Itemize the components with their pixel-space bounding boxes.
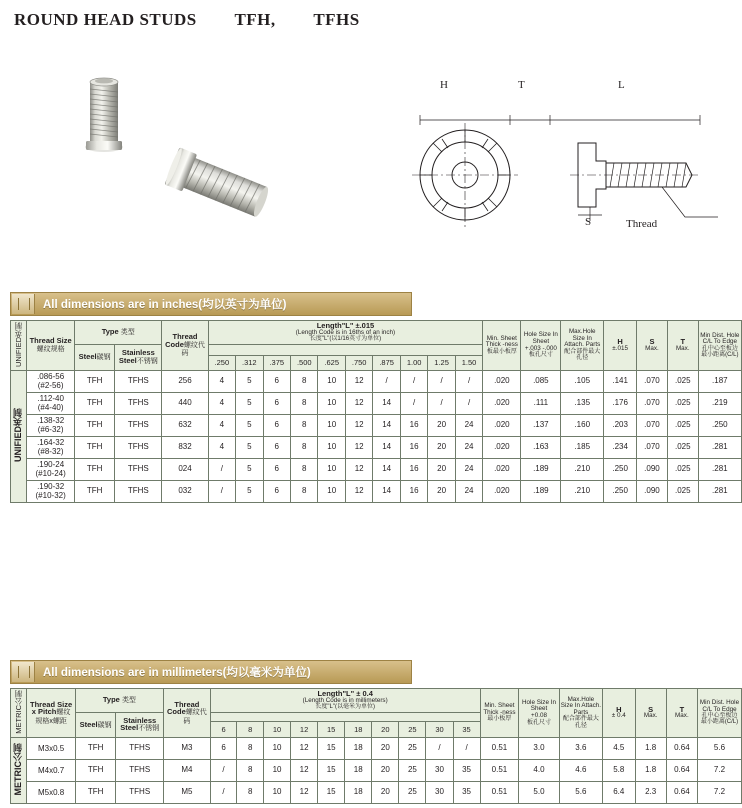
inch-row-2-len-9: 24 bbox=[455, 414, 482, 436]
inch-row-3-min-sheet: .020 bbox=[483, 436, 521, 458]
inch-row-0-min-dist: .187 bbox=[698, 370, 741, 392]
inch-row-4-len-5: 12 bbox=[345, 458, 372, 480]
mm-row-0-code: M3 bbox=[164, 737, 211, 759]
inch-length-code-5: .750 bbox=[345, 355, 372, 370]
inch-row-5-min-dist: .281 bbox=[698, 480, 741, 502]
inch-row-4-len-9: 24 bbox=[455, 458, 482, 480]
mm-row-2-code: M5 bbox=[164, 781, 211, 803]
mm-row-1-min-sheet: 0.51 bbox=[480, 759, 519, 781]
header-s-mm: S Max. bbox=[635, 689, 666, 738]
inch-row-1-min-dist: .219 bbox=[698, 392, 741, 414]
header-min-dist-edge-mm: Min Dist. Hole C/L To Edge 孔中心至板边最小距离(C/L) bbox=[697, 689, 741, 738]
stud-vertical-photo bbox=[85, 78, 123, 152]
inch-row-0-len-9: / bbox=[455, 370, 482, 392]
inch-row-5-len-0: / bbox=[208, 480, 235, 502]
table-row bbox=[11, 370, 742, 392]
inch-length-code-2: .375 bbox=[263, 355, 290, 370]
mm-row-1-len-8: 30 bbox=[426, 759, 453, 781]
inch-row-0-len-4: 10 bbox=[318, 370, 345, 392]
mm-length-code-4: 15 bbox=[318, 722, 345, 737]
inch-row-2-code: 632 bbox=[162, 414, 208, 436]
side-label-metric: METRIC公制 bbox=[11, 689, 27, 738]
inch-row-0-steel: TFH bbox=[75, 370, 115, 392]
inch-row-5-len-4: 10 bbox=[318, 480, 345, 502]
inch-row-2-t: .025 bbox=[667, 414, 698, 436]
inch-row-3-stainless: TFHS bbox=[115, 436, 162, 458]
mm-row-0-s: 1.8 bbox=[635, 737, 666, 759]
header-length-spacer-mm bbox=[210, 712, 480, 722]
page-title: ROUND HEAD STUDS TFH, TFHS bbox=[14, 10, 360, 29]
mm-row-0-len-0: 6 bbox=[210, 737, 237, 759]
stud-diagonal-photo bbox=[164, 147, 273, 222]
inch-row-0-len-6: / bbox=[373, 370, 400, 392]
inch-row-2-len-4: 10 bbox=[318, 414, 345, 436]
mm-row-2-len-6: 20 bbox=[372, 781, 399, 803]
inch-row-2-steel: TFH bbox=[75, 414, 115, 436]
drawing-label-t: T bbox=[518, 79, 525, 91]
inch-row-1-len-7: / bbox=[400, 392, 427, 414]
section-banner-inches bbox=[10, 292, 412, 316]
mm-row-2-s: 2.3 bbox=[635, 781, 666, 803]
mm-row-0-t: 0.64 bbox=[666, 737, 697, 759]
inch-row-5-steel: TFH bbox=[75, 480, 115, 502]
header-thread-code-mm: Thread Code螺纹代码 bbox=[164, 689, 211, 738]
mm-row-1-len-6: 20 bbox=[372, 759, 399, 781]
inch-spec-table bbox=[10, 320, 742, 503]
mm-row-1-stainless: TFHS bbox=[116, 759, 164, 781]
inch-row-5-len-8: 20 bbox=[428, 480, 455, 502]
inch-row-1-h: .176 bbox=[604, 392, 637, 414]
header-length-mm: Length"L" ± 0.4 (Length Code is in millimeters) 长度"L"(以毫米为单位) bbox=[210, 689, 480, 713]
stud-photos bbox=[60, 55, 340, 255]
inch-row-2-len-2: 6 bbox=[263, 414, 290, 436]
inch-row-3-len-7: 16 bbox=[400, 436, 427, 458]
header-type-stainless: Stainless Steel不锈钢 bbox=[115, 344, 162, 370]
inch-row-3-hole: .163 bbox=[521, 436, 561, 458]
mm-row-0-hole: 3.0 bbox=[519, 737, 559, 759]
inch-row-2-len-3: 8 bbox=[291, 414, 318, 436]
header-length-spacer bbox=[208, 344, 483, 355]
mm-length-code-9: 35 bbox=[453, 722, 480, 737]
banner-text-millimeters: All dimensions are in millimeters(均以毫米为单位) bbox=[43, 667, 311, 679]
header-t: T Max. bbox=[667, 321, 698, 371]
inch-row-3-len-1: 5 bbox=[236, 436, 263, 458]
inch-row-0-hole: .085 bbox=[521, 370, 561, 392]
inch-length-code-0: .250 bbox=[208, 355, 235, 370]
inch-row-0-len-0: 4 bbox=[208, 370, 235, 392]
inch-table-body bbox=[11, 370, 742, 502]
mm-row-2-len-1: 8 bbox=[237, 781, 264, 803]
mm-row-1-len-4: 15 bbox=[318, 759, 345, 781]
inch-row-4-stainless: TFHS bbox=[115, 458, 162, 480]
inch-row-2-s: .070 bbox=[637, 414, 668, 436]
mm-row-2-size: M5x0.8 bbox=[27, 781, 76, 803]
metric-table-body bbox=[11, 737, 742, 803]
inch-row-5-s: .090 bbox=[637, 480, 668, 502]
inch-row-1-max-hole: .135 bbox=[561, 392, 604, 414]
mm-row-1-len-9: 35 bbox=[453, 759, 480, 781]
mm-row-1-len-3: 12 bbox=[291, 759, 318, 781]
inch-row-3-len-5: 12 bbox=[345, 436, 372, 458]
inch-row-1-min-sheet: .020 bbox=[483, 392, 521, 414]
inch-row-1-len-5: 12 bbox=[345, 392, 372, 414]
inch-row-0-len-1: 5 bbox=[236, 370, 263, 392]
mm-row-2-len-9: 35 bbox=[453, 781, 480, 803]
mm-row-2-len-2: 10 bbox=[263, 781, 290, 803]
inch-row-4-h: .250 bbox=[604, 458, 637, 480]
mm-row-2-max-hole: 5.6 bbox=[559, 781, 602, 803]
inch-row-1-t: .025 bbox=[667, 392, 698, 414]
inch-length-code-9: 1.50 bbox=[455, 355, 482, 370]
header-h: H ±.015 bbox=[604, 321, 637, 371]
header-max-hole-attach-mm: Max.Hole Size In Attach. Parts 配合部件最大孔径 bbox=[559, 689, 602, 738]
inch-row-1-len-4: 10 bbox=[318, 392, 345, 414]
table-row bbox=[11, 458, 742, 480]
drawing-label-h: H bbox=[440, 79, 448, 91]
header-s: S Max. bbox=[637, 321, 668, 371]
inch-row-1-len-6: 14 bbox=[373, 392, 400, 414]
inch-row-4-len-0: / bbox=[208, 458, 235, 480]
inch-row-4-size: .190-24 (#10-24) bbox=[27, 458, 75, 480]
inch-row-2-size: .138-32 (#6-32) bbox=[27, 414, 75, 436]
inch-row-5-min-sheet: .020 bbox=[483, 480, 521, 502]
table-row bbox=[11, 737, 742, 759]
inch-row-3-h: .234 bbox=[604, 436, 637, 458]
inch-row-3-len-8: 20 bbox=[428, 436, 455, 458]
header-length: Length"L" ±.015 (Length Code is in 16ths of an inch) 长度"L"(以1/16英寸为单位) bbox=[208, 321, 483, 345]
inch-row-2-len-8: 20 bbox=[428, 414, 455, 436]
inch-row-0-len-8: / bbox=[428, 370, 455, 392]
mm-row-2-len-0: / bbox=[210, 781, 237, 803]
inch-row-3-code: 832 bbox=[162, 436, 208, 458]
mm-row-0-len-3: 12 bbox=[291, 737, 318, 759]
inch-row-5-len-3: 8 bbox=[291, 480, 318, 502]
mm-row-2-len-4: 15 bbox=[318, 781, 345, 803]
inch-row-0-t: .025 bbox=[667, 370, 698, 392]
inch-row-2-min-sheet: .020 bbox=[483, 414, 521, 436]
banner-grip-icon-mm bbox=[12, 662, 35, 682]
mm-row-2-len-7: 25 bbox=[399, 781, 426, 803]
inch-row-2-len-0: 4 bbox=[208, 414, 235, 436]
header-min-sheet-thickness: Min. Sheet Thick -ness 板最小板厚 bbox=[483, 321, 521, 371]
mm-length-code-6: 20 bbox=[372, 722, 399, 737]
mm-row-1-len-5: 18 bbox=[345, 759, 372, 781]
table-row bbox=[11, 781, 742, 803]
mm-row-1-s: 1.8 bbox=[635, 759, 666, 781]
inch-row-4-len-3: 8 bbox=[291, 458, 318, 480]
inch-row-0-size: .086-56 (#2-56) bbox=[27, 370, 75, 392]
mm-row-0-steel: TFH bbox=[75, 737, 116, 759]
mm-row-2-len-3: 12 bbox=[291, 781, 318, 803]
table-row bbox=[11, 392, 742, 414]
inch-row-4-len-8: 20 bbox=[428, 458, 455, 480]
inch-row-3-len-3: 8 bbox=[291, 436, 318, 458]
inch-row-5-stainless: TFHS bbox=[115, 480, 162, 502]
inch-row-3-size: .164-32 (#8-32) bbox=[27, 436, 75, 458]
inch-row-1-s: .070 bbox=[637, 392, 668, 414]
inch-row-3-max-hole: .185 bbox=[561, 436, 604, 458]
inch-row-3-t: .025 bbox=[667, 436, 698, 458]
mm-row-0-size: M3x0.5 bbox=[27, 737, 76, 759]
inch-row-4-len-2: 6 bbox=[263, 458, 290, 480]
mm-row-2-hole: 5.0 bbox=[519, 781, 559, 803]
mm-row-0-len-2: 10 bbox=[263, 737, 290, 759]
mm-row-0-stainless: TFHS bbox=[116, 737, 164, 759]
inch-row-3-len-2: 6 bbox=[263, 436, 290, 458]
inch-row-5-len-1: 5 bbox=[236, 480, 263, 502]
inch-row-3-len-4: 10 bbox=[318, 436, 345, 458]
drawing-label-s: S bbox=[585, 216, 592, 228]
mm-length-code-5: 18 bbox=[345, 722, 372, 737]
inch-row-5-code: 032 bbox=[162, 480, 208, 502]
mm-row-0-len-1: 8 bbox=[237, 737, 264, 759]
header-h-mm: H ± 0.4 bbox=[603, 689, 636, 738]
header-t-mm: T Max. bbox=[666, 689, 697, 738]
table-row bbox=[11, 414, 742, 436]
mm-length-code-8: 30 bbox=[426, 722, 453, 737]
inch-row-4-t: .025 bbox=[667, 458, 698, 480]
inch-row-2-len-6: 14 bbox=[373, 414, 400, 436]
mm-length-code-0: 6 bbox=[210, 722, 237, 737]
mm-row-1-len-2: 10 bbox=[263, 759, 290, 781]
header-min-sheet-thickness-mm: Min. Sheet Thick -ness 最小板厚 bbox=[480, 689, 519, 738]
header-type-steel: Steel碳钢 bbox=[75, 344, 115, 370]
inch-row-4-len-4: 10 bbox=[318, 458, 345, 480]
inch-row-2-len-7: 16 bbox=[400, 414, 427, 436]
drawing-label-thread: Thread bbox=[626, 218, 658, 230]
inch-row-0-min-sheet: .020 bbox=[483, 370, 521, 392]
inch-row-5-t: .025 bbox=[667, 480, 698, 502]
inch-row-2-stainless: TFHS bbox=[115, 414, 162, 436]
mm-row-0-min-dist: 5.6 bbox=[697, 737, 741, 759]
mm-row-0-len-7: 25 bbox=[399, 737, 426, 759]
inch-row-4-min-dist: .281 bbox=[698, 458, 741, 480]
inch-row-2-h: .203 bbox=[604, 414, 637, 436]
mm-length-code-7: 25 bbox=[399, 722, 426, 737]
inch-row-5-len-6: 14 bbox=[373, 480, 400, 502]
mm-row-0-min-sheet: 0.51 bbox=[480, 737, 519, 759]
technical-drawing bbox=[400, 65, 720, 255]
product-photo-group bbox=[60, 55, 340, 255]
header-thread-code: Thread Code螺纹代码 bbox=[162, 321, 208, 371]
inch-row-4-s: .090 bbox=[637, 458, 668, 480]
inch-row-0-stainless: TFHS bbox=[115, 370, 162, 392]
inch-row-1-len-8: / bbox=[428, 392, 455, 414]
inch-row-1-len-3: 8 bbox=[291, 392, 318, 414]
header-thread-size-mm: Thread Size x Pitch螺纹规格x螺距 bbox=[27, 689, 76, 738]
mm-row-1-size: M4x0.7 bbox=[27, 759, 76, 781]
inch-row-1-len-2: 6 bbox=[263, 392, 290, 414]
inch-row-1-len-1: 5 bbox=[236, 392, 263, 414]
inch-row-0-s: .070 bbox=[637, 370, 668, 392]
mm-row-0-len-9: / bbox=[453, 737, 480, 759]
inch-row-0-len-7: / bbox=[400, 370, 427, 392]
inch-row-4-steel: TFH bbox=[75, 458, 115, 480]
inch-row-5-h: .250 bbox=[604, 480, 637, 502]
inch-row-5-len-5: 12 bbox=[345, 480, 372, 502]
inch-row-5-len-2: 6 bbox=[263, 480, 290, 502]
inch-row-3-len-0: 4 bbox=[208, 436, 235, 458]
inch-row-0-max-hole: .105 bbox=[561, 370, 604, 392]
header-type-stainless-mm: Stainless Steel不锈钢 bbox=[116, 712, 164, 737]
inch-row-5-hole: .189 bbox=[521, 480, 561, 502]
table-row bbox=[11, 480, 742, 502]
inch-length-code-1: .312 bbox=[236, 355, 263, 370]
section-banner-millimeters bbox=[10, 660, 412, 684]
inch-row-3-min-dist: .281 bbox=[698, 436, 741, 458]
inch-row-1-len-9: / bbox=[455, 392, 482, 414]
inch-length-code-3: .500 bbox=[291, 355, 318, 370]
inch-row-2-len-1: 5 bbox=[236, 414, 263, 436]
inch-row-3-len-6: 14 bbox=[373, 436, 400, 458]
header-type: Type 类型 bbox=[75, 321, 162, 345]
inch-row-2-max-hole: .160 bbox=[561, 414, 604, 436]
inch-row-5-len-9: 24 bbox=[455, 480, 482, 502]
inch-length-code-7: 1.00 bbox=[400, 355, 427, 370]
inch-row-3-len-9: 24 bbox=[455, 436, 482, 458]
header-min-dist-edge: Min Dist. Hole C/L To Edge 孔中心至板边最小距离(C/L) bbox=[698, 321, 741, 371]
mm-row-0-len-5: 18 bbox=[345, 737, 372, 759]
inch-row-0-len-5: 12 bbox=[345, 370, 372, 392]
inch-row-4-len-7: 16 bbox=[400, 458, 427, 480]
inch-row-3-steel: TFH bbox=[75, 436, 115, 458]
inch-row-4-len-6: 14 bbox=[373, 458, 400, 480]
inch-row-0-code: 256 bbox=[162, 370, 208, 392]
header-hole-size-sheet-mm: Hole Size In Sheet +0.08 板孔尺寸 bbox=[519, 689, 559, 738]
mm-row-1-hole: 4.0 bbox=[519, 759, 559, 781]
header-hole-size-sheet: Hole Size In Sheet +.003 -.000 板孔尺寸 bbox=[521, 321, 561, 371]
mm-row-2-steel: TFH bbox=[75, 781, 116, 803]
mm-row-0-len-6: 20 bbox=[372, 737, 399, 759]
header-type-mm: Type 类型 bbox=[75, 689, 163, 713]
inch-row-1-steel: TFH bbox=[75, 392, 115, 414]
banner-grip-icon bbox=[12, 294, 35, 314]
inch-row-4-code: 024 bbox=[162, 458, 208, 480]
inch-row-2-min-dist: .250 bbox=[698, 414, 741, 436]
mm-row-2-min-sheet: 0.51 bbox=[480, 781, 519, 803]
mm-row-0-len-8: / bbox=[426, 737, 453, 759]
inch-row-4-len-1: 5 bbox=[236, 458, 263, 480]
inch-length-code-8: 1.25 bbox=[428, 355, 455, 370]
mm-row-1-steel: TFH bbox=[75, 759, 116, 781]
header-max-hole-attach: Max.Hole Size In Attach. Parts 配合部件最大孔径 bbox=[561, 321, 604, 371]
inch-row-2-len-5: 12 bbox=[345, 414, 372, 436]
mm-row-2-len-5: 18 bbox=[345, 781, 372, 803]
mm-row-1-h: 5.8 bbox=[603, 759, 636, 781]
metric-spec-table bbox=[10, 688, 742, 804]
inch-row-5-size: .190-32 (#10-32) bbox=[27, 480, 75, 502]
inch-row-0-h: .141 bbox=[604, 370, 637, 392]
table-row bbox=[11, 436, 742, 458]
mm-row-1-max-hole: 4.6 bbox=[559, 759, 602, 781]
inch-row-4-max-hole: .210 bbox=[561, 458, 604, 480]
mm-row-2-t: 0.64 bbox=[666, 781, 697, 803]
inch-row-4-min-sheet: .020 bbox=[483, 458, 521, 480]
inch-length-code-4: .625 bbox=[318, 355, 345, 370]
inch-row-1-stainless: TFHS bbox=[115, 392, 162, 414]
mm-row-1-len-7: 25 bbox=[399, 759, 426, 781]
inch-row-5-len-7: 16 bbox=[400, 480, 427, 502]
header-thread-size: Thread Size螺纹规格 bbox=[27, 321, 75, 371]
inch-side-label: UNIFIED英制 bbox=[11, 370, 27, 502]
mm-row-1-len-1: 8 bbox=[237, 759, 264, 781]
header-type-steel-mm: Steel碳钢 bbox=[75, 712, 116, 737]
table-row bbox=[11, 759, 742, 781]
inch-row-2-hole: .137 bbox=[521, 414, 561, 436]
mm-row-2-stainless: TFHS bbox=[116, 781, 164, 803]
inch-row-3-s: .070 bbox=[637, 436, 668, 458]
inch-length-code-6: .875 bbox=[373, 355, 400, 370]
inch-row-0-len-2: 6 bbox=[263, 370, 290, 392]
mm-row-0-max-hole: 3.6 bbox=[559, 737, 602, 759]
side-label-unified: UNIFIED英制 bbox=[11, 321, 27, 371]
mm-row-0-len-4: 15 bbox=[318, 737, 345, 759]
inch-row-4-hole: .189 bbox=[521, 458, 561, 480]
mm-length-code-1: 8 bbox=[237, 722, 264, 737]
mm-row-2-h: 6.4 bbox=[603, 781, 636, 803]
inch-row-1-code: 440 bbox=[162, 392, 208, 414]
mm-row-0-h: 4.5 bbox=[603, 737, 636, 759]
mm-row-1-min-dist: 7.2 bbox=[697, 759, 741, 781]
drawing-label-l: L bbox=[618, 79, 625, 91]
mm-row-2-len-8: 30 bbox=[426, 781, 453, 803]
mm-side-label: METRIC公制 bbox=[11, 737, 27, 803]
inch-row-0-len-3: 8 bbox=[291, 370, 318, 392]
mm-length-code-2: 10 bbox=[263, 722, 290, 737]
inch-row-1-size: .112-40 (#4-40) bbox=[27, 392, 75, 414]
inch-row-1-hole: .111 bbox=[521, 392, 561, 414]
mm-row-1-len-0: / bbox=[210, 759, 237, 781]
inch-row-5-max-hole: .210 bbox=[561, 480, 604, 502]
mm-row-1-code: M4 bbox=[164, 759, 211, 781]
mm-row-2-min-dist: 7.2 bbox=[697, 781, 741, 803]
inch-row-1-len-0: 4 bbox=[208, 392, 235, 414]
mm-row-1-t: 0.64 bbox=[666, 759, 697, 781]
banner-text-inches: All dimensions are in inches(均以英寸为单位) bbox=[43, 299, 287, 311]
mm-length-code-3: 12 bbox=[291, 722, 318, 737]
